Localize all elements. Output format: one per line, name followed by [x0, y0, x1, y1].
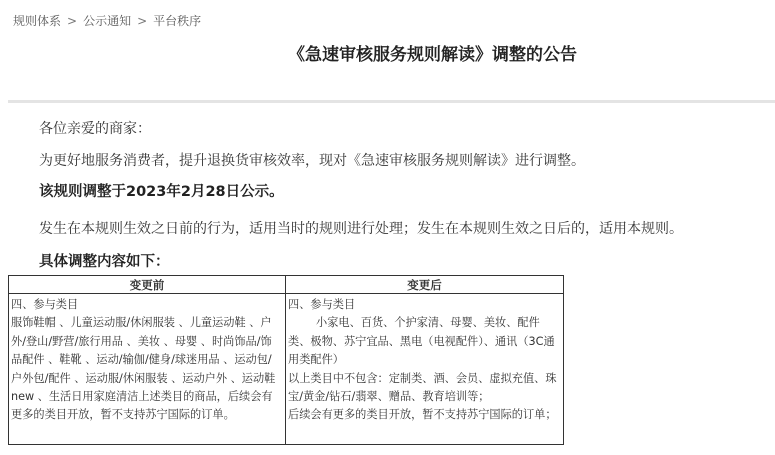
title-divider — [8, 100, 775, 103]
breadcrumb — [13, 13, 201, 29]
effective-date-notice: 该规则调整于2023年2月28日公示。 — [39, 184, 284, 200]
after-note: 后续会有更多的类目开放，暂不支持苏宁国际的订单； — [288, 408, 557, 422]
breadcrumb-link-platform-order[interactable]: 平台秩序 — [153, 14, 202, 28]
after-exclusions: 以上类目中不包含：定制类、酒、会员、虚拟充值、珠宝/黄金/钻石/翡翠、赠品、教育培训等； — [288, 371, 557, 404]
after-section-title: 四、参与类目 — [288, 298, 356, 311]
before-section-title: 四、参与类目 — [11, 298, 79, 311]
table-header-row — [9, 276, 564, 294]
breadcrumb-separator: > — [137, 14, 148, 28]
before-cell — [9, 294, 286, 445]
applicability-paragraph: 发生在本规则生效之日前的行为，适用当时的规则进行处理；发生在本规则生效之日后的，适用本规则。 — [39, 221, 683, 237]
column-header-before: 变更前 — [9, 276, 286, 294]
after-cell — [286, 294, 564, 445]
intro-paragraph: 为更好地服务消费者，提升退换货审核效率，现对《急速审核服务规则解读》进行调整。 — [39, 153, 585, 169]
page-title: 《急速审核服务规则解读》调整的公告 — [288, 45, 577, 65]
before-category-text: 服饰鞋帽 、儿童运动服/休闲服装 、儿童运动鞋 、户外/登山/野营/旅行用品 、美妆 、母婴 、时尚饰品/饰品配件 、鞋靴 、运动/输伽/健身/球迷用品 、运动包/户外包/配件 、运动服/休闲服装 、运动户外 、运动鞋new 、生活日用家庭清洁上述类目的商品，后续会有更多的类目开放，暂不支持苏宁国际的订单。 — [11, 316, 276, 422]
after-category-list: 小家电、百货、个护家清、母婴、美妆、配件类、极物、苏宁宜品、黑电（电视配件）、通讯（3C通用类配件） — [288, 316, 555, 367]
breadcrumb-separator: > — [67, 14, 78, 28]
breadcrumb-link-announcements[interactable]: 公示通知 — [83, 14, 132, 28]
greeting-text: 各位亲爱的商家： — [39, 121, 151, 137]
column-header-after: 变更后 — [286, 276, 564, 294]
comparison-table — [8, 275, 564, 445]
details-heading: 具体调整内容如下： — [39, 254, 170, 270]
table-row — [9, 294, 564, 445]
breadcrumb-link-rules[interactable]: 规则体系 — [13, 14, 62, 28]
